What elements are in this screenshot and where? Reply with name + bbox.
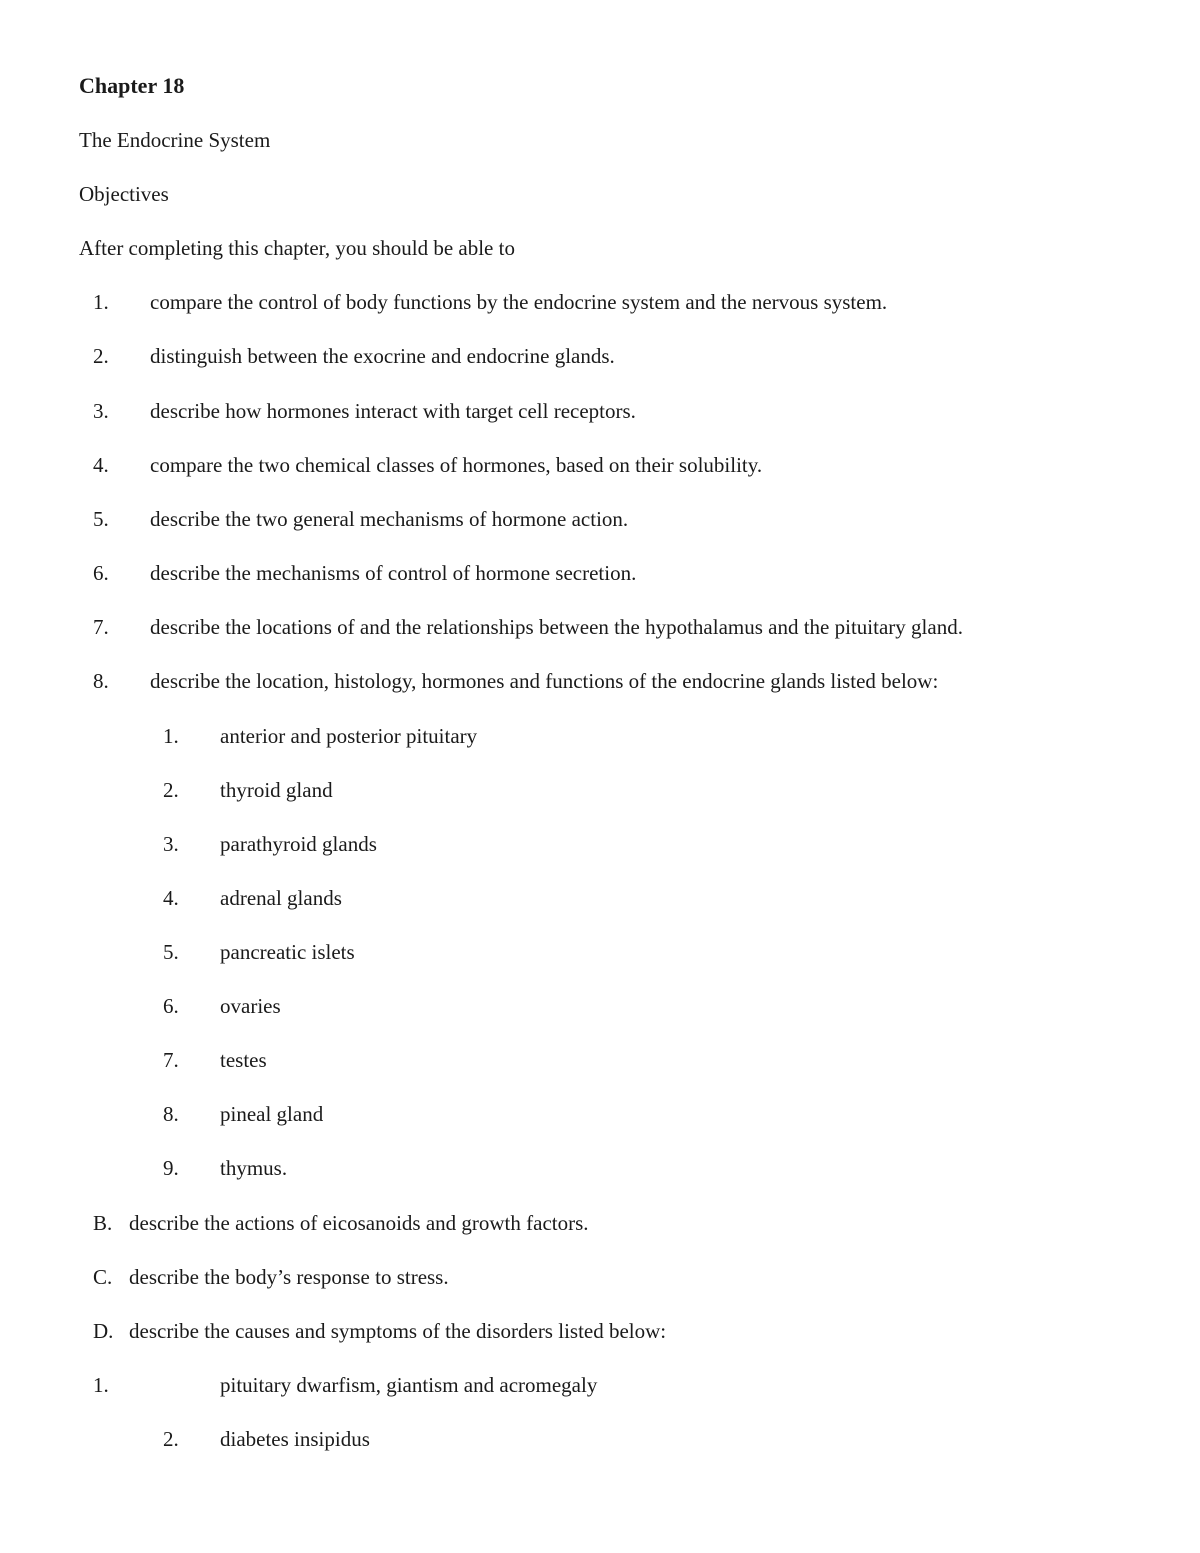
list-item-number: 7. — [93, 615, 109, 639]
list-item-letter: C. — [93, 1265, 113, 1289]
list-item-text: describe the location, histology, hormones and functions of the endocrine glands listed below: — [150, 669, 939, 693]
list-item-text: anterior and posterior pituitary — [220, 724, 478, 748]
list-item-number: 2. — [163, 1427, 179, 1451]
list-item-text: adrenal glands — [220, 886, 342, 910]
list-item-number: 1. — [93, 1373, 109, 1397]
list-item-text: diabetes insipidus — [220, 1427, 370, 1451]
list-item-number: 4. — [93, 453, 109, 477]
list-item-number: 2. — [163, 778, 179, 802]
list-item-number: 2. — [93, 344, 109, 368]
list-item-letter: B. — [93, 1211, 113, 1235]
list-item-text: describe the two general mechanisms of hormone action. — [150, 507, 629, 531]
list-item-text: ovaries — [220, 994, 281, 1018]
list-item-text: thyroid gland — [220, 778, 333, 802]
list-item-number: 9. — [163, 1156, 179, 1180]
list-item-text: thymus. — [220, 1156, 288, 1180]
list-item-number: 5. — [163, 940, 179, 964]
list-item-text: describe the locations of and the relationships between the hypothalamus and the pituitary gland. — [150, 615, 963, 639]
chapter-title: Chapter 18 — [79, 73, 185, 98]
list-item-text: pineal gland — [220, 1102, 324, 1126]
list-item-text: describe the mechanisms of control of hormone secretion. — [150, 561, 637, 585]
list-item-text: testes — [220, 1048, 267, 1072]
list-item-text: describe the causes and symptoms of the disorders listed below: — [129, 1319, 667, 1343]
list-item-text: describe the body’s response to stress. — [129, 1265, 449, 1289]
list-item-number: 8. — [93, 669, 109, 693]
list-item-text: compare the two chemical classes of hormones, based on their solubility. — [150, 453, 763, 477]
list-item-number: 5. — [93, 507, 109, 531]
list-item-number: 6. — [93, 561, 109, 585]
list-item-number: 6. — [163, 994, 179, 1018]
list-item-number: 3. — [93, 399, 109, 423]
list-item-text: distinguish between the exocrine and endocrine glands. — [150, 344, 615, 368]
list-item-text: pancreatic islets — [220, 940, 355, 964]
list-item-number: 3. — [163, 832, 179, 856]
list-item-text: compare the control of body functions by the endocrine system and the nervous system. — [150, 290, 888, 314]
list-item-text: describe the actions of eicosanoids and growth factors. — [129, 1211, 589, 1235]
list-item-number: 1. — [163, 724, 179, 748]
intro-text: After completing this chapter, you should be able to — [79, 236, 515, 260]
list-item-number: 4. — [163, 886, 179, 910]
list-item-text: parathyroid glands — [220, 832, 377, 856]
list-item-number: 7. — [163, 1048, 179, 1072]
list-item-number: 1. — [93, 290, 109, 314]
section-heading: Objectives — [79, 182, 169, 206]
list-item-text: describe how hormones interact with target cell receptors. — [150, 399, 636, 423]
list-item-number: 8. — [163, 1102, 179, 1126]
list-item-letter: D. — [93, 1319, 114, 1343]
list-item-text: pituitary dwarfism, giantism and acromegaly — [220, 1373, 598, 1397]
chapter-subtitle: The Endocrine System — [79, 128, 271, 152]
